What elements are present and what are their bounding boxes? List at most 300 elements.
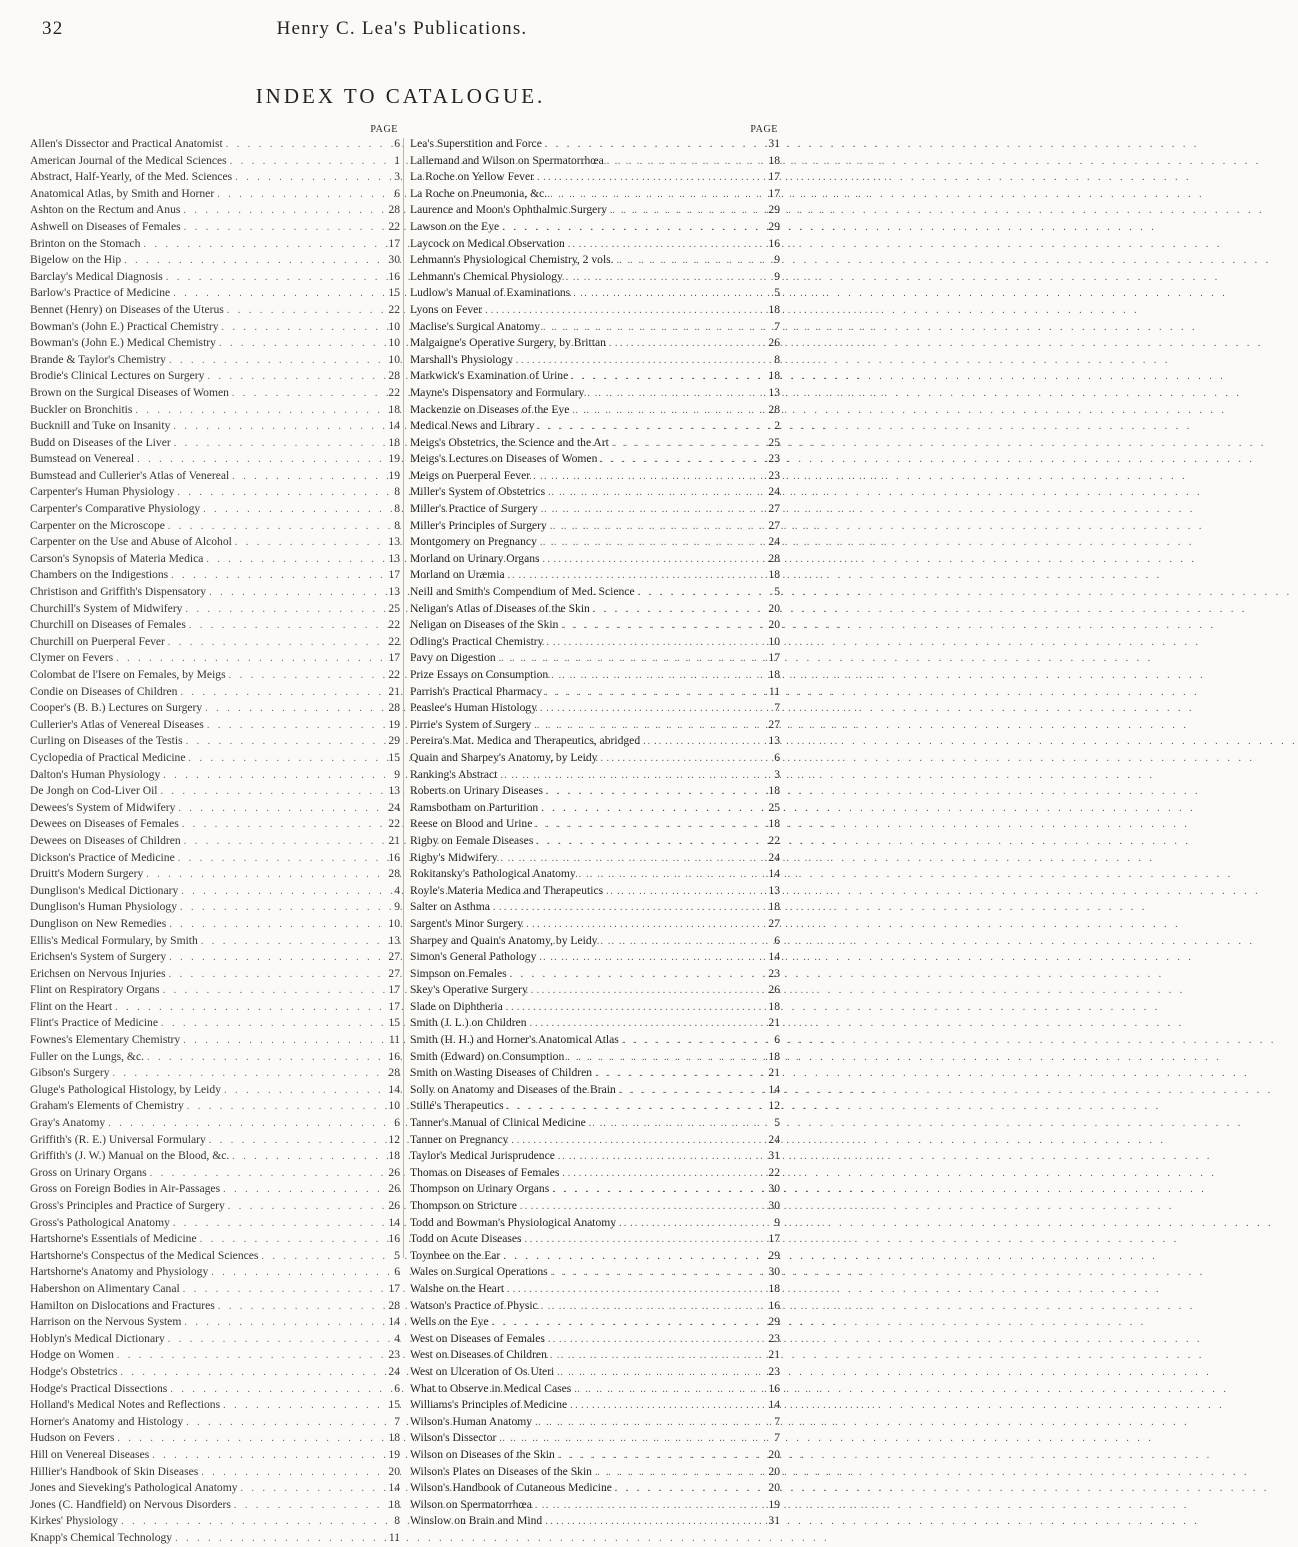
index-entry bbox=[30, 1464, 400, 1481]
index-entry bbox=[30, 783, 400, 800]
entry-page-number: 13 bbox=[388, 535, 400, 549]
dot-leader bbox=[175, 851, 380, 868]
entry-title: Horner's Anatomy and Histology bbox=[30, 1414, 184, 1428]
entry-page-number: 21 bbox=[768, 1348, 780, 1362]
dot-leader bbox=[143, 867, 380, 884]
dot-leader bbox=[507, 967, 760, 984]
entry-page-number: 30 bbox=[768, 1265, 780, 1279]
entry-title: Bigelow on the Hip bbox=[30, 253, 122, 267]
entry-title: Smith on Wasting Diseases of Children bbox=[410, 1066, 593, 1080]
index-entry bbox=[410, 717, 780, 734]
dot-leader bbox=[219, 320, 380, 337]
index-entry bbox=[30, 949, 400, 966]
entry-title: Carpenter on the Microscope bbox=[30, 518, 165, 532]
index-entry bbox=[410, 534, 780, 551]
dot-leader bbox=[531, 718, 760, 735]
dot-leader bbox=[165, 519, 380, 536]
index-entry bbox=[410, 700, 780, 717]
entry-title: Wales on Surgical Operations bbox=[410, 1265, 548, 1279]
entry-title: Lea's Superstition and Force bbox=[410, 137, 542, 150]
entry-page-number: 7 bbox=[774, 319, 780, 333]
index-entry bbox=[410, 1231, 780, 1248]
index-entry bbox=[410, 1049, 780, 1066]
entry-page-number: 22 bbox=[768, 833, 780, 847]
entry-title: Thompson on Stricture bbox=[410, 1199, 517, 1212]
dot-leader bbox=[202, 701, 380, 718]
index-entry bbox=[410, 1430, 780, 1447]
entry-page-number: 19 bbox=[768, 1497, 780, 1511]
index-entry bbox=[30, 1148, 400, 1165]
dot-leader bbox=[500, 1249, 760, 1266]
entry-page-number: 18 bbox=[388, 1149, 400, 1163]
entry-page-number: 24 bbox=[768, 850, 780, 864]
index-entry bbox=[30, 1248, 400, 1265]
entry-title: Thompson on Urinary Organs bbox=[410, 1182, 550, 1196]
entry-page-number: 23 bbox=[388, 1348, 400, 1362]
entry-page-number: 9 bbox=[774, 269, 780, 283]
entry-title: Bumstead on Venereal bbox=[30, 452, 135, 466]
index-entry bbox=[410, 352, 780, 369]
entry-page-number: 22 bbox=[768, 1165, 780, 1179]
entry-title: Lawson on the Eye bbox=[410, 219, 500, 233]
entry-page-number: 11 bbox=[768, 684, 780, 698]
index-entry bbox=[30, 1497, 400, 1514]
index-entry bbox=[410, 816, 780, 833]
dot-leader bbox=[607, 203, 760, 220]
entry-page-number: 14 bbox=[768, 1398, 780, 1412]
dot-leader bbox=[200, 502, 380, 519]
index-entry bbox=[30, 567, 400, 584]
dot-leader bbox=[586, 1116, 760, 1133]
dot-leader bbox=[112, 1000, 380, 1017]
dot-leader bbox=[177, 900, 380, 917]
entry-title: Rigby's Midwifery bbox=[410, 850, 498, 864]
entry-page-number: 17 bbox=[768, 170, 780, 184]
entry-page-number: 13 bbox=[768, 385, 780, 399]
entry-page-number: 6 bbox=[394, 1116, 400, 1130]
dot-leader bbox=[597, 751, 760, 768]
entry-title: Griffith's (R. E.) Universal Formulary bbox=[30, 1132, 206, 1146]
entry-page-number: 18 bbox=[768, 999, 780, 1013]
dot-leader bbox=[208, 1265, 380, 1282]
dot-leader bbox=[170, 419, 380, 436]
index-entry bbox=[30, 700, 400, 717]
dot-leader bbox=[489, 1315, 760, 1332]
entry-title: Hartshorne's Conspectus of the Medical Sciences bbox=[30, 1248, 259, 1262]
entry-title: Laurence and Moon's Ophthalmic Surgery bbox=[410, 203, 607, 217]
entry-page-number: 11 bbox=[388, 1033, 400, 1047]
index-entry bbox=[30, 800, 400, 817]
dot-leader bbox=[160, 768, 380, 785]
dot-leader bbox=[224, 303, 380, 320]
entry-title: Ashton on the Rectum and Anus bbox=[30, 203, 181, 217]
index-entry bbox=[410, 202, 780, 219]
index-entry bbox=[410, 650, 780, 667]
index-entry bbox=[410, 468, 780, 485]
entry-page-number: 6 bbox=[394, 1381, 400, 1395]
entry-title: Cyclopedia of Practical Medicine bbox=[30, 750, 186, 764]
entry-title: Ellis's Medical Formulary, by Smith bbox=[30, 933, 198, 947]
entry-title: Montgomery on Pregnancy bbox=[410, 535, 537, 549]
dot-leader bbox=[537, 701, 760, 718]
index-entry bbox=[30, 966, 400, 983]
dot-leader bbox=[532, 1498, 760, 1515]
dot-leader bbox=[497, 768, 760, 785]
entry-page-number: 30 bbox=[388, 253, 400, 267]
entry-title: Anatomical Atlas, by Smith and Horner bbox=[30, 186, 215, 200]
entry-page-number: 18 bbox=[768, 153, 780, 167]
dot-leader bbox=[517, 1199, 760, 1216]
entry-page-number: 20 bbox=[768, 1447, 780, 1461]
index-entry bbox=[30, 435, 400, 452]
dot-leader bbox=[180, 1282, 380, 1299]
entry-page-number: 27 bbox=[768, 916, 780, 930]
entry-title: Jones and Sieveking's Pathological Anatomy bbox=[30, 1481, 238, 1495]
dot-leader bbox=[499, 220, 760, 237]
dot-leader bbox=[206, 585, 380, 602]
dot-leader bbox=[229, 1149, 380, 1166]
index-entry bbox=[30, 1032, 400, 1049]
entry-title: Christison and Griffith's Dispensatory bbox=[30, 585, 207, 599]
entry-page-number: 17 bbox=[388, 1281, 400, 1295]
entry-page-number: 20 bbox=[768, 618, 780, 632]
entry-page-number: 22 bbox=[388, 385, 400, 399]
entry-page-number: 21 bbox=[388, 833, 400, 847]
index-entry bbox=[30, 1082, 400, 1099]
entry-page-number: 30 bbox=[768, 1199, 780, 1212]
entry-page-number: 28 bbox=[388, 1298, 400, 1312]
index-entry bbox=[30, 1231, 400, 1248]
entry-page-number: 18 bbox=[768, 369, 780, 383]
entry-page-number: 14 bbox=[388, 1315, 400, 1329]
dot-leader bbox=[225, 1199, 380, 1216]
entry-page-number: 13 bbox=[768, 883, 780, 897]
entry-page-number: 2 bbox=[774, 419, 780, 433]
dot-leader bbox=[114, 1431, 380, 1448]
index-entry bbox=[30, 1430, 400, 1447]
entry-page-number: 14 bbox=[768, 950, 780, 964]
entry-page-number: 7 bbox=[774, 1431, 780, 1445]
entry-title: Wilson's Plates on Diseases of the Skin bbox=[410, 1464, 592, 1478]
entry-title: Hodge on Women bbox=[30, 1348, 114, 1362]
dot-leader bbox=[181, 1315, 380, 1332]
dot-leader bbox=[165, 635, 380, 652]
dot-leader bbox=[204, 369, 380, 386]
column-heading-page: PAGE bbox=[750, 124, 778, 135]
entry-title: Reese on Blood and Urine bbox=[410, 817, 533, 831]
index-entry bbox=[30, 551, 400, 568]
entry-title: Wilson's Dissector bbox=[410, 1431, 497, 1445]
entry-title: Bennet (Henry) on Diseases of the Uterus bbox=[30, 302, 224, 316]
entry-page-number: 6 bbox=[774, 933, 780, 947]
dot-leader bbox=[503, 1000, 760, 1017]
entry-page-number: 25 bbox=[768, 435, 780, 449]
index-entry bbox=[30, 1215, 400, 1232]
entry-page-number: 31 bbox=[768, 137, 780, 150]
entry-page-number: 12 bbox=[768, 1099, 780, 1113]
entry-page-number: 18 bbox=[768, 668, 780, 681]
dot-leader bbox=[597, 452, 760, 469]
index-entry bbox=[30, 252, 400, 269]
dot-leader bbox=[226, 668, 380, 685]
index-entry bbox=[410, 1464, 780, 1481]
entry-page-number: 8 bbox=[774, 352, 780, 366]
entry-title: Hoblyn's Medical Dictionary bbox=[30, 1331, 165, 1345]
entry-page-number: 17 bbox=[388, 983, 400, 997]
index-entry bbox=[410, 1364, 780, 1381]
entry-title: Meigs on Puerperal Fever bbox=[410, 468, 531, 482]
entry-page-number: 20 bbox=[768, 601, 780, 615]
dot-leader bbox=[171, 436, 380, 453]
entry-title: Dewees on Diseases of Females bbox=[30, 817, 179, 831]
index-entry bbox=[30, 1115, 400, 1132]
entry-title: De Jongh on Cod-Liver Oil bbox=[30, 784, 158, 798]
entry-title: Tanner on Pregnancy bbox=[410, 1132, 509, 1146]
entry-page-number: 6 bbox=[774, 1033, 780, 1047]
entry-title: Neligan's Atlas of Diseases of the Skin bbox=[410, 601, 590, 615]
index-entry bbox=[30, 319, 400, 336]
entry-title: Marshall's Physiology bbox=[410, 352, 513, 366]
index-entry bbox=[410, 1497, 780, 1514]
entry-page-number: 22 bbox=[388, 817, 400, 831]
dot-leader bbox=[609, 436, 760, 453]
index-entry bbox=[410, 1447, 780, 1464]
index-entry bbox=[30, 285, 400, 302]
entry-page-number: 15 bbox=[388, 750, 400, 764]
index-entry bbox=[410, 435, 780, 452]
entry-title: Neill and Smith's Compendium of Med. Science bbox=[410, 585, 635, 599]
index-entry bbox=[30, 219, 400, 236]
index-entry bbox=[410, 667, 780, 684]
entry-page-number: 17 bbox=[388, 236, 400, 250]
entry-page-number: 15 bbox=[388, 1016, 400, 1030]
dot-leader bbox=[175, 801, 380, 818]
dot-leader bbox=[565, 237, 760, 254]
entry-page-number: 20 bbox=[388, 1464, 400, 1478]
entry-title: Ashwell on Diseases of Females bbox=[30, 219, 181, 233]
index-entry bbox=[30, 236, 400, 253]
dot-leader bbox=[543, 784, 760, 801]
index-entry bbox=[30, 1414, 400, 1431]
index-entry bbox=[30, 186, 400, 203]
dot-leader bbox=[603, 884, 760, 901]
entry-title: Brodie's Clinical Lectures on Surgery bbox=[30, 369, 205, 383]
index-entry bbox=[410, 800, 780, 817]
entry-title: Salter on Asthma bbox=[410, 900, 490, 914]
index-entry bbox=[410, 933, 780, 950]
index-entry bbox=[410, 783, 780, 800]
dot-leader bbox=[220, 1182, 380, 1199]
entry-page-number: 18 bbox=[768, 1281, 780, 1295]
index-entry bbox=[30, 667, 400, 684]
dot-leader bbox=[198, 1465, 380, 1482]
entry-title: Flint's Practice of Medicine bbox=[30, 1016, 158, 1030]
dot-leader bbox=[536, 950, 760, 967]
index-entry bbox=[30, 153, 400, 170]
entry-page-number: 8 bbox=[394, 518, 400, 532]
entry-title: Ramsbotham on Parturition bbox=[410, 800, 539, 814]
index-entry bbox=[30, 1165, 400, 1182]
dot-leader bbox=[117, 1365, 380, 1382]
entry-page-number: 20 bbox=[768, 1481, 780, 1495]
index-entry bbox=[410, 1032, 780, 1049]
dot-leader bbox=[158, 784, 380, 801]
dot-leader bbox=[180, 1033, 380, 1050]
entry-title: Wilson's Handbook of Cutaneous Medicine bbox=[410, 1481, 612, 1495]
dot-leader bbox=[538, 1299, 760, 1316]
entry-title: Wilson's Human Anatomy bbox=[410, 1414, 533, 1428]
entry-title: Maclise's Surgical Anatomy bbox=[410, 319, 541, 333]
entry-page-number: 17 bbox=[768, 651, 780, 665]
index-entry bbox=[30, 1530, 400, 1547]
index-entry bbox=[30, 1281, 400, 1298]
index-entry bbox=[410, 451, 780, 468]
entry-title: Dewees on Diseases of Children bbox=[30, 833, 181, 847]
dot-leader bbox=[504, 1282, 760, 1299]
index-entry bbox=[410, 285, 780, 302]
dot-leader bbox=[606, 336, 760, 353]
index-entry bbox=[410, 916, 780, 933]
entry-title: Gross's Pathological Anatomy bbox=[30, 1215, 170, 1229]
entry-title: Williams's Principles of Medicine bbox=[410, 1398, 568, 1412]
entry-title: Pereira's Mat. Medica and Therapeutics, abridged bbox=[410, 734, 641, 748]
entry-page-number: 29 bbox=[388, 734, 400, 748]
entry-title: Lallemand and Wilson on Spermatorrhœa bbox=[410, 153, 604, 167]
entry-page-number: 24 bbox=[768, 1132, 780, 1146]
dot-leader bbox=[532, 1415, 760, 1432]
index-entry bbox=[410, 1165, 780, 1182]
entry-title: Stillé's Therapeutics bbox=[410, 1099, 504, 1113]
entry-page-number: 22 bbox=[388, 302, 400, 316]
index-entry bbox=[30, 484, 400, 501]
dot-leader bbox=[121, 253, 380, 270]
index-entry bbox=[30, 1347, 400, 1364]
entry-title: Mackenzie on Diseases of the Eye bbox=[410, 402, 570, 416]
dot-leader bbox=[530, 469, 760, 486]
entry-page-number: 28 bbox=[388, 203, 400, 217]
dot-leader bbox=[590, 602, 760, 619]
dot-leader bbox=[505, 568, 760, 585]
dot-leader bbox=[549, 1182, 760, 1199]
running-header bbox=[42, 18, 762, 48]
dot-leader bbox=[203, 552, 380, 569]
dot-leader bbox=[229, 386, 380, 403]
entry-page-number: 10 bbox=[768, 634, 780, 648]
entry-title: Cooper's (B. B.) Lectures on Surgery bbox=[30, 701, 203, 715]
entry-page-number: 31 bbox=[768, 1514, 780, 1528]
entry-page-number: 29 bbox=[768, 1248, 780, 1262]
index-entry bbox=[30, 634, 400, 651]
dot-leader bbox=[559, 1166, 760, 1183]
entry-title: Bowman's (John E.) Practical Chemistry bbox=[30, 319, 219, 333]
entry-title: Smith (Edward) on Consumption bbox=[410, 1049, 565, 1063]
entry-title: Roberts on Urinary Diseases bbox=[410, 784, 543, 798]
entry-title: Thomas on Diseases of Females bbox=[410, 1165, 560, 1179]
entry-title: Flint on the Heart bbox=[30, 999, 113, 1013]
dot-leader bbox=[216, 336, 380, 353]
entry-title: Todd on Acute Diseases bbox=[410, 1232, 522, 1246]
index-entry bbox=[30, 1447, 400, 1464]
entry-title: Griffith's (J. W.) Manual on the Blood, &c. bbox=[30, 1149, 230, 1163]
dot-leader bbox=[523, 917, 760, 934]
entry-title: Cullerier's Atlas of Venereal Diseases bbox=[30, 717, 204, 731]
entry-title: Gross's Principles and Practice of Surgery bbox=[30, 1199, 225, 1212]
entry-title: Hartshorne's Anatomy and Physiology bbox=[30, 1265, 209, 1279]
right-index-list bbox=[410, 136, 780, 1530]
dot-leader bbox=[166, 353, 380, 370]
dot-leader bbox=[232, 535, 380, 552]
index-entry bbox=[410, 982, 780, 999]
dot-leader bbox=[165, 1332, 380, 1349]
index-entry bbox=[30, 601, 400, 618]
entry-title: Condie on Diseases of Children bbox=[30, 684, 178, 698]
index-entry bbox=[410, 1215, 780, 1232]
entry-page-number: 15 bbox=[388, 286, 400, 300]
entry-page-number: 17 bbox=[768, 1232, 780, 1246]
entry-title: Wilson on Spermatorrhœa bbox=[410, 1497, 532, 1511]
entry-page-number: 19 bbox=[388, 1447, 400, 1461]
index-entry bbox=[30, 883, 400, 900]
entry-title: Hodge's Obstetrics bbox=[30, 1364, 118, 1378]
entry-page-number: 24 bbox=[768, 535, 780, 549]
entry-title: Parrish's Practical Pharmacy bbox=[410, 684, 543, 698]
entry-title: Churchill on Diseases of Females bbox=[30, 618, 186, 632]
entry-page-number: 26 bbox=[388, 1199, 400, 1212]
entry-page-number: 7 bbox=[774, 1414, 780, 1428]
entry-page-number: 7 bbox=[774, 701, 780, 715]
entry-title: Dunglison's Medical Dictionary bbox=[30, 883, 179, 897]
entry-title: Laycock on Medical Observation bbox=[410, 236, 565, 250]
dot-leader bbox=[144, 1050, 380, 1067]
entry-page-number: 5 bbox=[774, 1116, 780, 1130]
entry-title: Hillier's Handbook of Skin Diseases bbox=[30, 1464, 199, 1478]
entry-title: Quain and Sharpey's Anatomy, by Leidy bbox=[410, 750, 598, 764]
dot-leader bbox=[221, 1083, 380, 1100]
dot-leader bbox=[570, 286, 760, 303]
entry-title: Prize Essays on Consumption bbox=[410, 668, 549, 681]
entry-page-number: 26 bbox=[768, 336, 780, 350]
entry-title: Taylor's Medical Jurisprudence bbox=[410, 1149, 555, 1163]
index-entry bbox=[410, 617, 780, 634]
entry-title: Toynbee on the Ear bbox=[410, 1248, 501, 1262]
entry-page-number: 8 bbox=[394, 1514, 400, 1528]
dot-leader bbox=[592, 1066, 760, 1083]
index-entry bbox=[30, 916, 400, 933]
entry-title: Druitt's Modern Surgery bbox=[30, 867, 144, 881]
index-entry bbox=[410, 767, 780, 784]
entry-page-number: 9 bbox=[394, 900, 400, 914]
entry-title: Wells on the Eye bbox=[410, 1315, 489, 1329]
dot-leader bbox=[616, 1216, 760, 1233]
index-entry bbox=[410, 1065, 780, 1082]
entry-title: Hamilton on Dislocations and Fractures bbox=[30, 1298, 215, 1312]
entry-title: Meigs's Lectures on Diseases of Women bbox=[410, 452, 598, 466]
entry-page-number: 18 bbox=[768, 784, 780, 798]
index-entry bbox=[30, 269, 400, 286]
entry-page-number: 18 bbox=[768, 568, 780, 582]
entry-page-number: 16 bbox=[768, 1298, 780, 1312]
entry-page-number: 18 bbox=[768, 817, 780, 831]
entry-page-number: 8 bbox=[394, 502, 400, 516]
entry-title: Miller's Principles of Surgery bbox=[410, 518, 547, 532]
dot-leader bbox=[571, 1382, 760, 1399]
index-entry bbox=[410, 335, 780, 352]
index-entry bbox=[410, 850, 780, 867]
dot-leader bbox=[105, 1116, 380, 1133]
entry-page-number: 27 bbox=[388, 950, 400, 964]
entry-title: Royle's Materia Medica and Therapeutics bbox=[410, 883, 604, 897]
entry-page-number: 23 bbox=[768, 1331, 780, 1345]
